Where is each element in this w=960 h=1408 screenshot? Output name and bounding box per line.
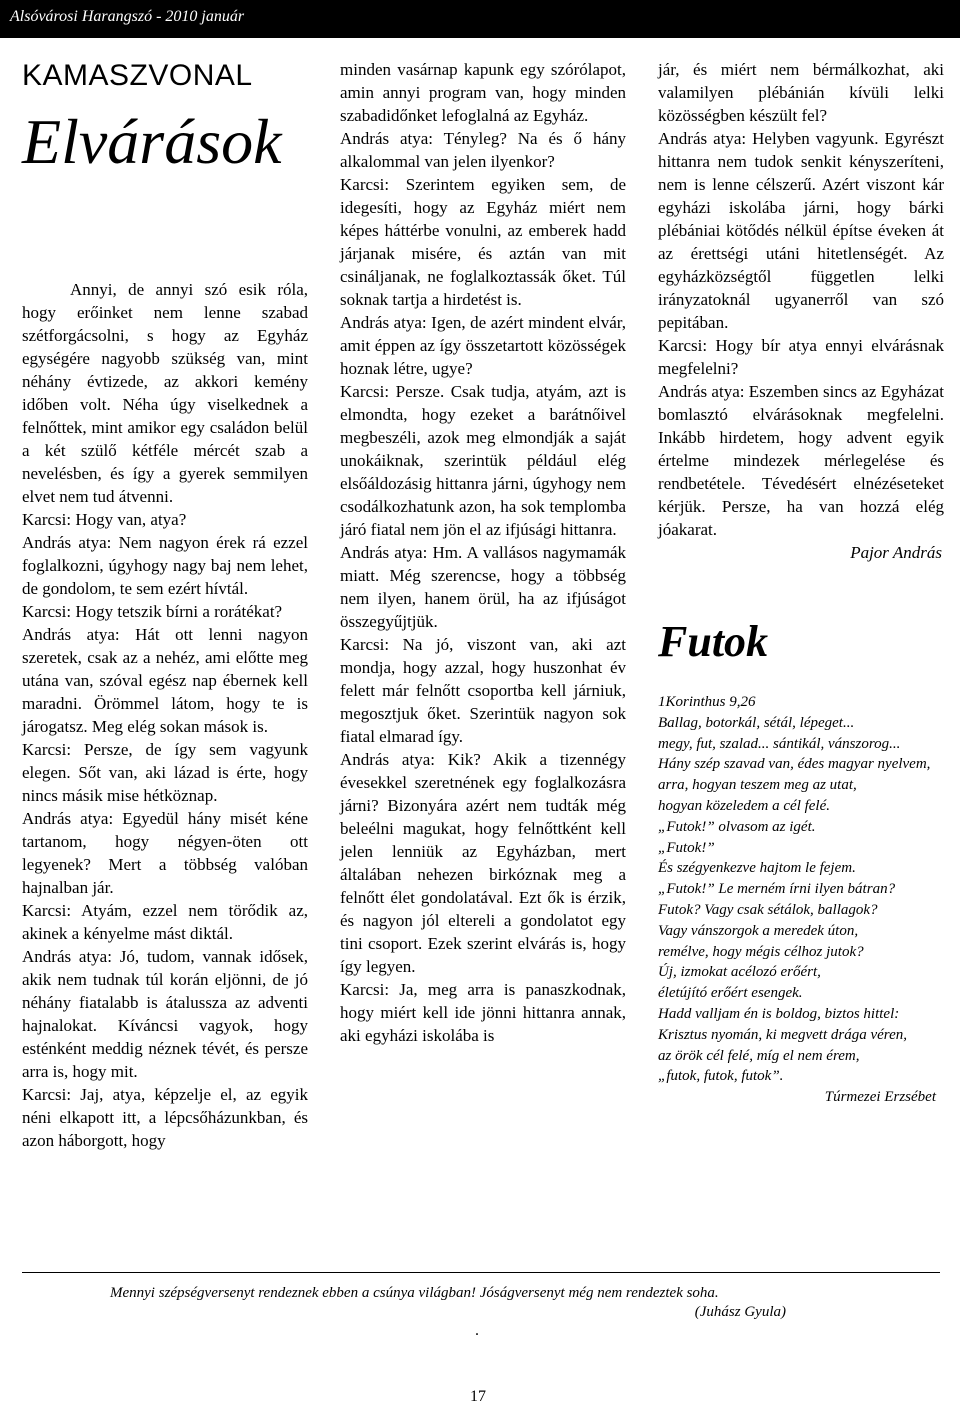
poem-line: remélve, hogy mégis célhoz jutok? bbox=[658, 943, 864, 960]
article-paragraph: András atya: Hát ott lenni nagyon szeretek, csak az a nehéz, ami előtte meg utána van, szóval egész nap ébernek kell maradni. Örömmel látom, hogy te is járogatsz. Meg elég sokan mások is. bbox=[22, 625, 308, 736]
poem-line: Hadd valljam én is boldog, biztos hittel: bbox=[658, 1005, 900, 1022]
article-paragraph: minden vasárnap kapunk egy szórólapot, amin annyi program van, hogy minden szabadidőnket lefoglalná az Egyház. bbox=[340, 60, 626, 125]
footer-quote-author: (Juhász Gyula) bbox=[694, 1304, 786, 1320]
poem-line: hogyan közeledem a cél felé. bbox=[658, 797, 831, 814]
article-paragraph: Karcsi: Hogy tetszik bírni a rorátékat? bbox=[22, 602, 283, 621]
article-paragraph: Karcsi: Ja, meg arra is panaszkodnak, hogy miért kell ide jönni hittanra annak, aki egyházi iskolába is bbox=[340, 980, 626, 1045]
article-paragraph: András atya: Jó, tudom, vannak idősek, akik nem tudnak túl korán eljönni, de jó néhány fiatalabb is átalussza az adventi hajnalokat. Kíváncsi vagyok, hogy esténként meddig néznek tévét, és persze arra is, hogy mit. bbox=[22, 947, 308, 1081]
poem-line: arra, hogyan teszem meg az utat, bbox=[658, 777, 857, 794]
poem-line: Ballag, botorkál, sétál, lépeget... bbox=[658, 714, 855, 731]
poem-line: „Futok!” Le merném írni ilyen bátran? bbox=[658, 881, 896, 898]
article-author: Pajor András bbox=[850, 543, 942, 562]
poem-author: Túrmezei Erzsébet bbox=[824, 1089, 936, 1106]
article-paragraph: Karcsi: Jaj, atya, képzelje el, az egyik néni elkapott itt, a lépcsőházunkban, és azon háborgott, hogy bbox=[22, 1085, 308, 1150]
poem-line: Futok? Vagy csak sétálok, ballagok? bbox=[658, 901, 878, 918]
poem-line: Vagy vánszorgok a meredek úton, bbox=[658, 922, 859, 939]
article-paragraph: András atya: Nem nagyon érek rá ezzel foglalkozni, úgyhogy nagy baj nem lehet, de gondolom, te sem ezért hívtál. bbox=[22, 533, 308, 598]
poem-line: életújító erőért esengek. bbox=[658, 985, 803, 1002]
article-paragraph: András atya: Kik? Akik a tizennégy évesekkel szeretnének egy foglalkozásra járni? Bizonyára azért nem tudták még beleélni magukat, hogy felnőttként kell jelen lenniük az Egyházban, mert általában nehezen birkóznak meg a felnőtt élet gondolatával. Ezt ők is érzik, és nagyon jól eltereli a gondolatot egy tini csoport. Ezek szerint elvárás is, hogy így legyen. bbox=[340, 750, 626, 976]
article-paragraph: András atya: Igen, de azért mindent elvár, amit éppen az így összetartott közösségek hoznak létre, ugye? bbox=[340, 313, 626, 378]
article-paragraph: Karcsi: Atyám, ezzel nem törődik az, akinek a kényelme mást diktál. bbox=[22, 901, 308, 943]
footer-dot: . bbox=[475, 1322, 479, 1339]
article-paragraph: András atya: Egyedül hány misét kéne tartanom, hogy négyen-öten ott legyenek? Mert a többség valóban hajnalban jár. bbox=[22, 809, 308, 897]
poem-line: És szégyenkezve hajtom le fejem. bbox=[658, 860, 856, 877]
article-paragraph: András atya: Tényleg? Na és ő hány alkalommal van jelen ilyenkor? bbox=[340, 129, 626, 171]
article-paragraph: jár, és miért nem bérmálkozhat, aki valamilyen plébánián kívüli lelki közösségben készült fel? bbox=[658, 60, 944, 125]
poem-body bbox=[658, 692, 944, 1108]
footer-quote bbox=[110, 1284, 790, 1322]
article-title: Elvárások bbox=[22, 106, 282, 177]
article-paragraph: Karcsi: Persze, de így sem vagyunk elegen. Sőt van, aki lázad is érte, hogy nincs másik mise hétköznap. bbox=[22, 740, 308, 805]
publication-title: Alsóvárosi Harangszó - 2010 január bbox=[10, 8, 245, 25]
article-column-2 bbox=[340, 58, 626, 1047]
header-bar bbox=[0, 0, 960, 38]
article-column-1 bbox=[22, 58, 308, 1152]
footer-quote-text: Mennyi szépségversenyt rendeznek ebben a csúnya világban! Jóságversenyt még nem rendeztek soha. bbox=[110, 1285, 719, 1301]
poem-line: megy, fut, szalad... sántikál, vánszorog... bbox=[658, 735, 901, 752]
article-paragraph: Karcsi: Na jó, viszont van, aki azt mondja, hogy azzal, hogy huszonhat év felett már felnőtt csoportba kell járniuk, megosztjuk őket. Szerintük nagyon sok fiatal elmarad így. bbox=[340, 635, 626, 746]
article-paragraph: András atya: Helyben vagyunk. Egyrészt hittanra nem tudok senkit kényszeríteni, nem is lenne célszerű. Azért viszont kár egyházi iskolába járni, hogy bárki plébániai kötődés nélkül építse éveken át az érettségi utáni hitetlenségét. Az egyházközségtől független lelki irányzatoknál ugyanerről van szó pepitában. bbox=[658, 129, 944, 332]
section-label: KAMASZVONAL bbox=[22, 59, 253, 92]
poem-line: Krisztus nyomán, ki megvett drága véren, bbox=[658, 1026, 907, 1043]
footer-divider bbox=[22, 1272, 940, 1273]
article-paragraph: András atya: Hm. A vallásos nagymamák miatt. Még szerencse, hogy a többség nem ilyen, hanem örül, ha az ifjúságot összegyűjtjük. bbox=[340, 543, 626, 631]
article-paragraph: Annyi, de annyi szó esik róla, hogy erőinket nem lenne szabad szétforgácsolni, s hogy az Egyház egységére nagyobb szükség van, mint néhány évtizede, az akkori kemény időben volt. Néha úgy viselkednek a felnőttek, mint amikor egy családon belül a két szülő kétféle mércét szab a nevelésben, és így a gyerek semmilyen elvet nem tud átvenni. bbox=[22, 280, 308, 506]
page-number: 17 bbox=[470, 1388, 486, 1405]
poem-line: az örök cél felé, míg el nem érem, bbox=[658, 1047, 860, 1064]
poem-line: „Futok!” olvasom az igét. bbox=[658, 818, 816, 835]
article-paragraph: Karcsi: Hogy van, atya? bbox=[22, 510, 187, 529]
article-paragraph: Karcsi: Hogy bír atya ennyi elvárásnak megfelelni? bbox=[658, 336, 944, 378]
article-paragraph: Karcsi: Szerintem egyiken sem, de idegesíti, hogy az Egyház miért nem képes háttérbe vonulni, az emberek hadd járjanak misére, és aztán van mit csináljanak, ne foglalkoztassák őket. Túl soknak tartja a hirdetést is. bbox=[340, 175, 626, 309]
poem-line: Hány szép szavad van, édes magyar nyelvem, bbox=[658, 756, 931, 773]
poem-line: „futok, futok, futok”. bbox=[658, 1068, 784, 1085]
poem-line: „Futok!” bbox=[658, 839, 715, 856]
poem-line: Új, izmokat acélozó erőért, bbox=[658, 964, 821, 981]
poem-line: 1Korinthus 9,26 bbox=[658, 694, 756, 710]
article-column-3 bbox=[658, 58, 944, 1108]
article-paragraph: András atya: Eszemben sincs az Egyházat bomlasztó elvárásoknak megfelelni. Inkább hirdetem, hogy advent egyik értelme mindezek mérlegelése és rendbetétele. Tévedésért elnézéseteket kérjük. Persze, ha van hozzá elég jóakarat. bbox=[658, 382, 944, 539]
article-paragraph: Karcsi: Persze. Csak tudja, atyám, azt is elmondta, hogy ezeket a barátnőivel megbeszéli, azok meg elmondják a saját unokáiknak, szerintük például elég elsőáldozásig hittanra járni, úgyhogy nem csodálkozhatunk azon, ha sok templomba járó fiatal nem jön el az ifjúsági hittanra. bbox=[340, 382, 626, 539]
poem-title: Futok bbox=[658, 617, 769, 666]
